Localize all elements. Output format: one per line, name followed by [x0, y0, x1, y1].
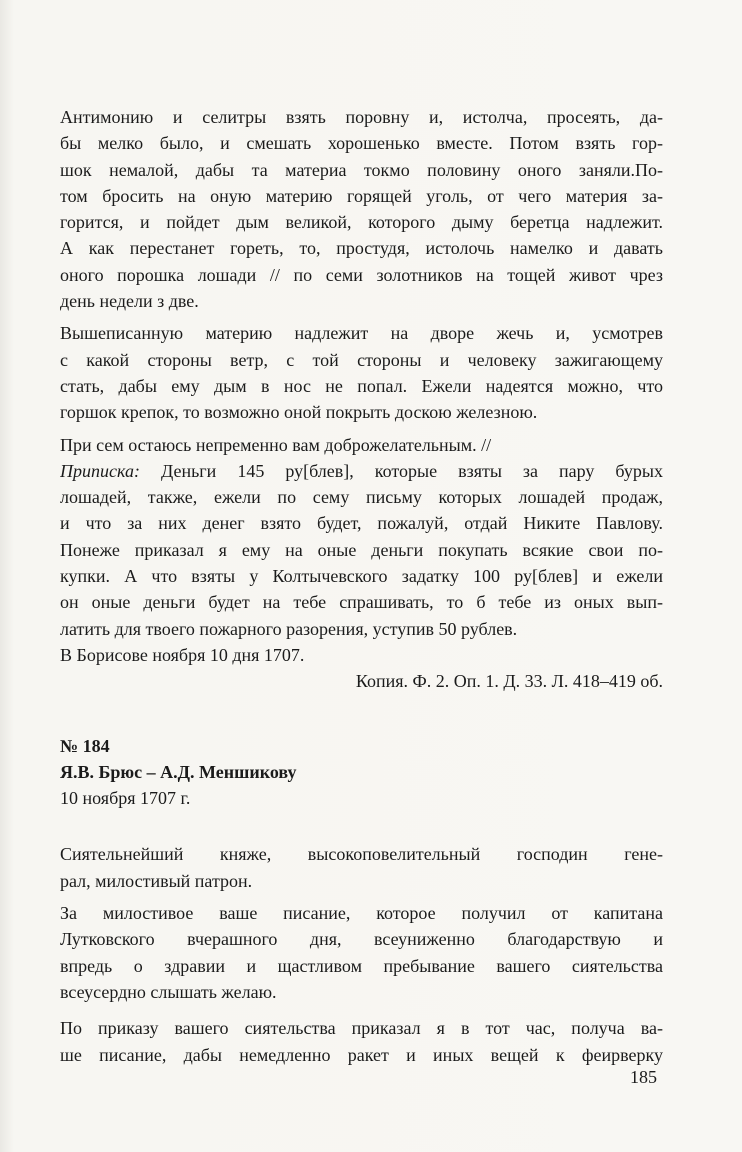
postscript [60, 458, 663, 642]
text-line: Понеже приказал я ему на оные деньги покупать всякие свои по- [60, 539, 663, 560]
text-line: горшок крепок, то возможно оной покрыть доскою железною. [60, 402, 538, 423]
text-line: Лутковского вчерашного дня, всеуниженно благодарствую и [60, 929, 663, 950]
closing-line: При сем остаюсь непременно вам доброжелательным. // [60, 434, 492, 455]
text-line: он оные деньги будет на тебе спрашивать, то б тебе из оных вып- [60, 592, 663, 613]
text-line: и что за них денег взято будет, пожалуй, отдай Никите Павлову. [60, 513, 663, 534]
text-line: Сиятельнейший княже, высокоповелительный господин гене- [60, 844, 663, 865]
text-line: рал, милостивый патрон. [60, 870, 253, 891]
text-line: А как перестанет гореть, то, простудя, истолочь намелко и давать [60, 238, 663, 259]
archive-source: Копия. Ф. 2. Оп. 1. Д. 33. Л. 418–419 об. [355, 671, 663, 692]
document-number: № 184 [60, 735, 110, 756]
letter1-paragraph-1 [60, 104, 663, 314]
text-line: Вышеписанную материю надлежит на дворе жечь и, усмотрев [60, 323, 663, 344]
text-line: горится, и пойдет дым великой, которого дыму беретца надлежит. [60, 212, 663, 233]
text-line: стать, дабы ему дым в нос не попал. Ежели надеятся можно, что [60, 375, 663, 396]
letter2-paragraph-2 [60, 900, 663, 1005]
text-line: с какой стороны ветр, с той стороны и человеку зажигающему [60, 349, 663, 370]
text-line: впредь о здравии и щастливом пребывание вашего сиятельства [60, 955, 663, 976]
letter2-paragraph-1 [60, 841, 663, 894]
text-line: день недели з две. [60, 291, 199, 312]
text-line: По приказу вашего сиятельства приказал я в тот час, получа ва- [60, 1018, 663, 1039]
document-heading: Я.В. Брюс – А.Д. Меншикову [60, 761, 297, 782]
postscript-first-line [60, 458, 663, 484]
text-line: латить для твоего пожарного разорения, уступив 50 рублев. [60, 618, 518, 639]
page-text [60, 104, 663, 1068]
text-line: ше писание, дабы немедленно ракет и иных вещей к феирверку [60, 1044, 663, 1065]
text-line: купки. А что взяты у Колтычевского задатку 100 ру[блев] и ежели [60, 566, 663, 587]
letter2-paragraph-3 [60, 1015, 663, 1068]
postscript-first-text: Деньги 145 ру[блев], которые взяты за пару бурых [139, 460, 663, 481]
postscript-label: Приписка: [60, 460, 140, 481]
document-date: 10 ноября 1707 г. [60, 788, 191, 809]
text-line: бы мелко было, и смешать хорошенько вместе. Потом взять гор- [60, 133, 663, 154]
text-line: Антимонию и селитры взять поровну и, истолча, просеять, да- [60, 107, 663, 127]
text-line: том бросить на оную материю горящей уголь, от чего материя за- [60, 185, 663, 206]
place-date: В Борисове ноября 10 дня 1707. [60, 644, 305, 665]
text-line: лошадей, также, ежели по сему письму которых лошадей продаж, [60, 487, 663, 508]
text-line: оного порошка лошади // по семи золотников на тощей живот чрез [60, 264, 663, 285]
page-number: 185 [630, 1067, 657, 1087]
letter1-paragraph-2 [60, 320, 663, 425]
text-line: За милостивое ваше писание, которое получил от капитана [60, 903, 663, 924]
text-line: шок немалой, дабы та материа токмо половину оного заняли.По- [60, 159, 663, 180]
text-line: всеусердно слышать желаю. [60, 981, 277, 1002]
